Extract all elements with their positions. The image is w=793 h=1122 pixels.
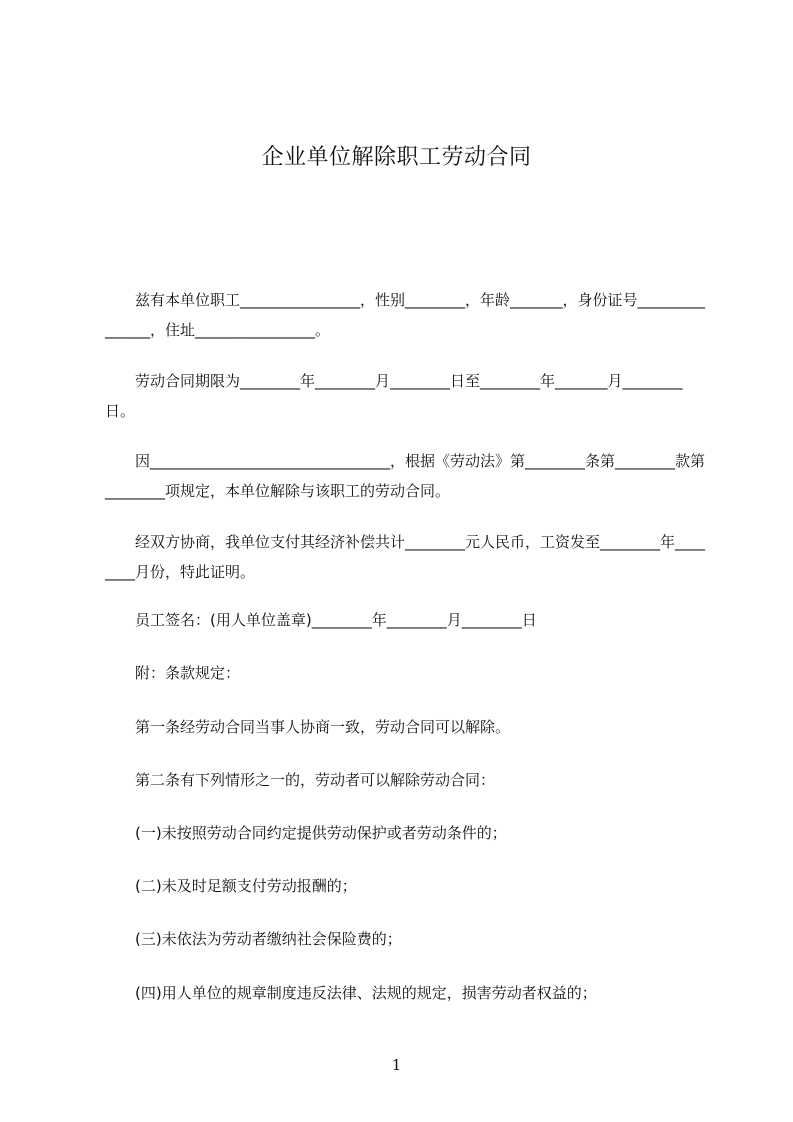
signature-line: 员工签名：(用人单位盖章)________年________月________日: [135, 611, 537, 629]
clause-item: (二)未及时足额支付劳动报酬的；: [135, 877, 357, 895]
document-title: 企业单位解除职工劳动合同: [261, 145, 532, 170]
clause-item: (四)用人单位的规章制度违反法律、法规的规定，损害劳动者权益的；: [135, 984, 597, 1002]
clause-item: (一)未按照劳动合同约定提供劳动保护或者劳动条件的；: [135, 824, 507, 842]
compensation-paragraph: 经双方协商，我单位支付其经济补偿共计________元人民币，工资发至________年________月份，特此证明。: [105, 533, 706, 581]
appendix-heading: 附：条款规定：: [135, 664, 241, 682]
termination-reason-paragraph: 因________________________________，根据《劳动法》第________条第________款第________项规定，本单位解除与该职工的劳动合同。: [105, 452, 706, 500]
page-number: 1: [391, 1056, 402, 1074]
clause-item: (三)未依法为劳动者缴纳社会保险费的；: [135, 930, 402, 948]
employee-info-paragraph: 兹有本单位职工________________，性别________，年龄_______，身份证号_______________，住址________________。: [105, 291, 706, 339]
contract-term-paragraph: 劳动合同期限为________年________月________日至________年_______月________日。: [105, 372, 683, 420]
article-one: 第一条经劳动合同当事人协商一致，劳动合同可以解除。: [135, 718, 511, 736]
article-two: 第二条有下列情形之一的，劳动者可以解除劳动合同：: [135, 771, 496, 789]
